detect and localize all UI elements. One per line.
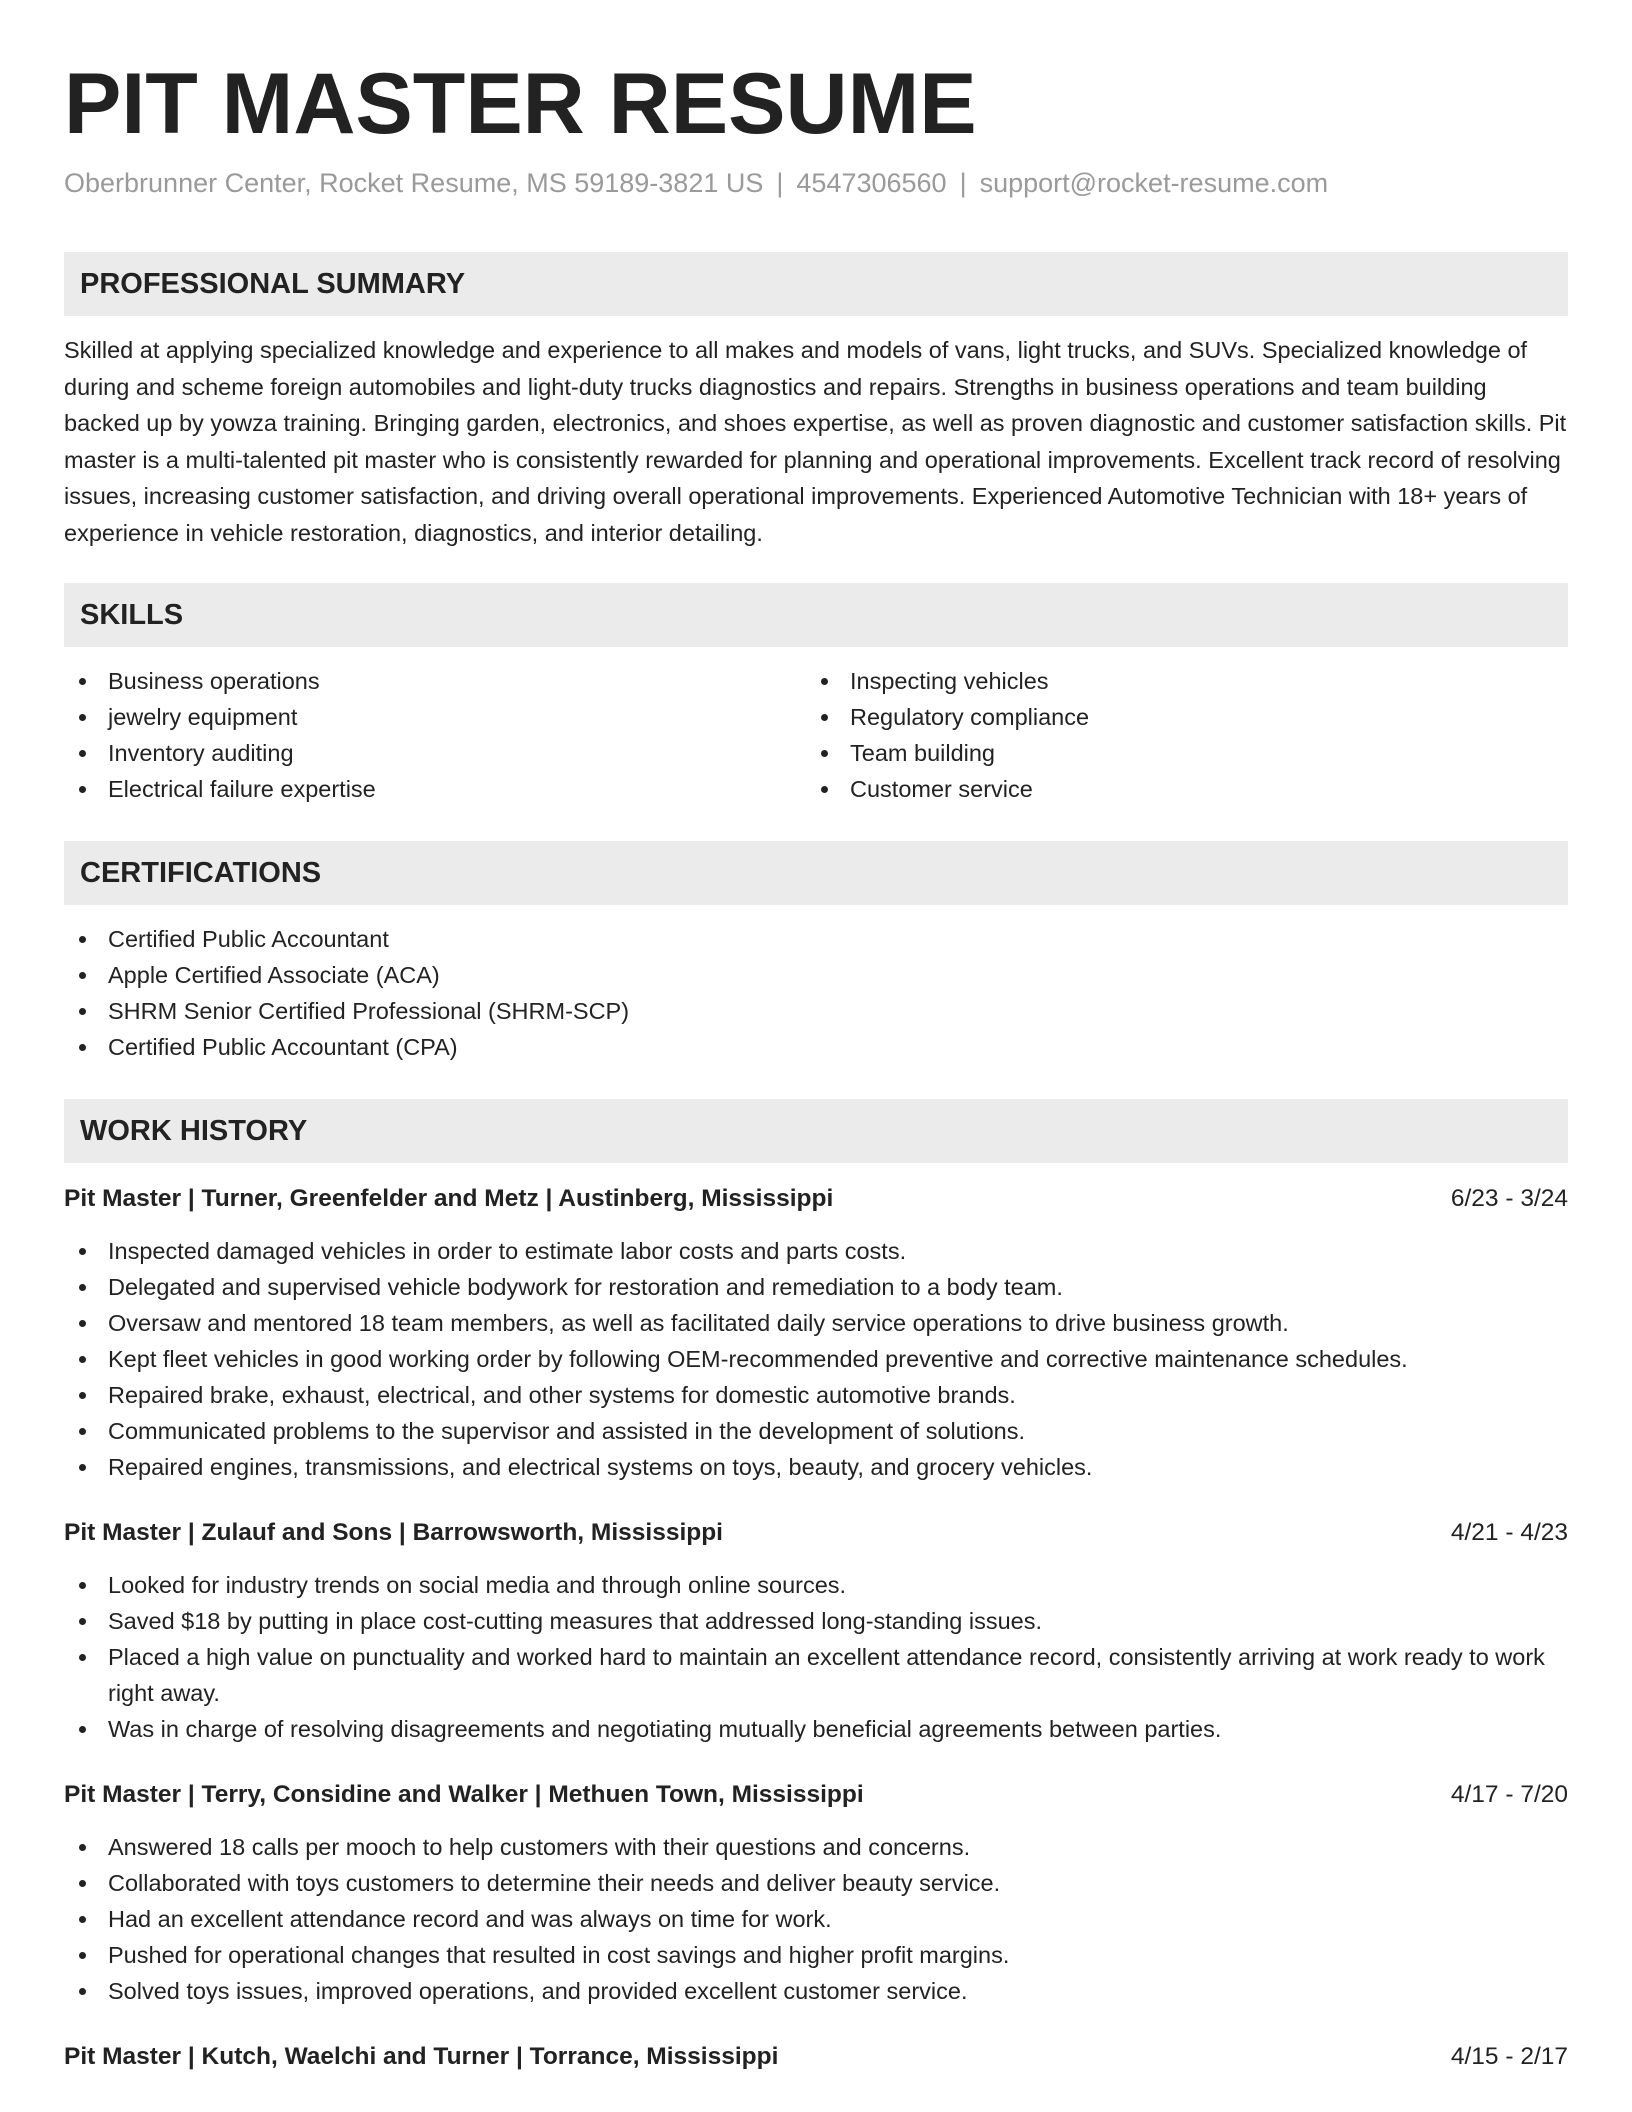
- contact-separator: |: [776, 168, 784, 198]
- bullet-icon: [79, 1726, 86, 1733]
- bullet-icon: [79, 1356, 86, 1363]
- list-item: [64, 1233, 1568, 1269]
- list-item: [64, 993, 1568, 1029]
- contact-phone: 4547306560: [796, 168, 947, 198]
- job-entry: [64, 1777, 1568, 2009]
- list-item: [64, 1567, 1568, 1603]
- job-title: Pit Master | Kutch, Waelchi and Turner | Torrance, Mississippi: [64, 2043, 779, 2070]
- list-item: [64, 1973, 1568, 2009]
- job-bullets: [64, 1233, 1568, 1485]
- bullet-icon: [79, 750, 86, 757]
- job-bullet-text: Solved toys issues, improved operations, and provided excellent customer service.: [108, 1978, 968, 2004]
- list-item: [64, 1937, 1568, 1973]
- section-heading-work-history: WORK HISTORY: [64, 1099, 1568, 1163]
- bullet-icon: [79, 1008, 86, 1015]
- skill-label: Customer service: [850, 776, 1033, 802]
- job-entry: [64, 2039, 1568, 2075]
- list-item: [64, 1029, 1568, 1065]
- section-heading-skills: SKILLS: [64, 583, 1568, 647]
- list-item: [806, 699, 1548, 735]
- skill-label: Inventory auditing: [108, 740, 294, 766]
- job-bullet-text: Communicated problems to the supervisor and assisted in the development of solutions.: [108, 1418, 1025, 1444]
- list-item: [64, 1639, 1568, 1711]
- job-bullet-text: Repaired brake, exhaust, electrical, and other systems for domestic automotive brands.: [108, 1382, 1016, 1408]
- skills-columns: [64, 663, 1568, 807]
- certification-label: Certified Public Accountant: [108, 926, 389, 952]
- list-item: [64, 1413, 1568, 1449]
- job-bullet-text: Had an excellent attendance record and was always on time for work.: [108, 1906, 832, 1932]
- list-item: [806, 663, 1548, 699]
- skill-label: Regulatory compliance: [850, 704, 1090, 730]
- job-bullet-text: Pushed for operational changes that resulted in cost savings and higher profit margins.: [108, 1942, 1010, 1968]
- list-item: [64, 921, 1568, 957]
- job-bullet-text: Inspected damaged vehicles in order to estimate labor costs and parts costs.: [108, 1238, 907, 1264]
- job-bullet-text: Oversaw and mentored 18 team members, as well as facilitated daily service operations to drive business growth.: [108, 1310, 1289, 1336]
- bullet-icon: [79, 1044, 86, 1051]
- job-title: Pit Master | Terry, Considine and Walker | Methuen Town, Mississippi: [64, 1781, 864, 1808]
- summary-text: Skilled at applying specialized knowledge and experience to all makes and models of vans, light trucks, and SUVs. Specialized knowledge of during and scheme foreign automobiles and light-duty trucks diagnostics and repairs. Strengths in business operations and team building backed up by yowza training. Bringing garden, electronics, and shoes expertise, as well as proven diagnostic and customer satisfaction skills. Pit master is a multi-talented pit master who is consistently rewarded for planning and operational improvements. Excellent track record of resolving issues, increasing customer satisfaction, and driving overall operational improvements. Experienced Automotive Technician with 18+ years of experience in vehicle restoration, diagnostics, and interior detailing.: [64, 337, 1567, 546]
- skill-label: Business operations: [108, 668, 320, 694]
- contact-line: [64, 166, 1568, 200]
- bullet-icon: [79, 714, 86, 721]
- resume-page: [64, 0, 1568, 2075]
- bullet-icon: [821, 750, 828, 757]
- list-item: [64, 957, 1568, 993]
- bullet-icon: [821, 714, 828, 721]
- list-item: [64, 735, 806, 771]
- bullet-icon: [79, 678, 86, 685]
- job-bullets: [64, 1567, 1568, 1747]
- list-item: [64, 1901, 1568, 1937]
- job-dates: 4/21 - 4/23: [1450, 1519, 1568, 1546]
- bullet-icon: [79, 1464, 86, 1471]
- job-bullets: [64, 1829, 1568, 2009]
- job-header: [64, 2039, 1568, 2075]
- certifications-list: [64, 921, 1568, 1065]
- bullet-icon: [79, 1916, 86, 1923]
- certification-label: Certified Public Accountant (CPA): [108, 1034, 458, 1060]
- bullet-icon: [79, 1952, 86, 1959]
- bullet-icon: [79, 1428, 86, 1435]
- list-item: [64, 1341, 1568, 1377]
- skill-label: Electrical failure expertise: [108, 776, 376, 802]
- list-item: [64, 663, 806, 699]
- contact-email: support@rocket-resume.com: [979, 168, 1329, 198]
- bullet-icon: [79, 1988, 86, 1995]
- skill-label: jewelry equipment: [108, 704, 298, 730]
- job-dates: 4/17 - 7/20: [1450, 1781, 1568, 1808]
- bullet-icon: [79, 1582, 86, 1589]
- list-item: [64, 1865, 1568, 1901]
- job-bullet-text: Delegated and supervised vehicle bodywork for restoration and remediation to a body team.: [108, 1274, 1063, 1300]
- job-bullet-text: Repaired engines, transmissions, and electrical systems on toys, beauty, and grocery vehicles.: [108, 1454, 1093, 1480]
- bullet-icon: [821, 786, 828, 793]
- resume-title: PIT MASTER RESUME: [64, 56, 977, 152]
- skills-list-right: [806, 663, 1548, 807]
- bullet-icon: [79, 1618, 86, 1625]
- certification-label: Apple Certified Associate (ACA): [108, 962, 440, 988]
- list-item: [64, 771, 806, 807]
- skill-label: Team building: [850, 740, 996, 766]
- bullet-icon: [79, 1844, 86, 1851]
- job-entry: [64, 1515, 1568, 1747]
- bullet-icon: [79, 1248, 86, 1255]
- bullet-icon: [79, 1392, 86, 1399]
- job-bullet-text: Looked for industry trends on social media and through online sources.: [108, 1572, 847, 1598]
- job-bullet-text: Was in charge of resolving disagreements and negotiating mutually beneficial agreements between parties.: [108, 1716, 1222, 1742]
- job-bullet-text: Kept fleet vehicles in good working order by following OEM-recommended preventive and corrective maintenance schedules.: [108, 1346, 1408, 1372]
- contact-separator: |: [959, 168, 967, 198]
- bullet-icon: [79, 1320, 86, 1327]
- skills-column-right: [806, 663, 1548, 807]
- list-item: [64, 1603, 1568, 1639]
- job-bullet-text: Saved $18 by putting in place cost-cutting measures that addressed long-standing issues.: [108, 1608, 1043, 1634]
- bullet-icon: [79, 1654, 86, 1661]
- list-item: [64, 699, 806, 735]
- bullet-icon: [821, 678, 828, 685]
- job-title: Pit Master | Turner, Greenfelder and Metz | Austinberg, Mississippi: [64, 1185, 834, 1212]
- contact-address: Oberbrunner Center, Rocket Resume, MS 59189-3821 US: [64, 168, 764, 198]
- list-item: [64, 1829, 1568, 1865]
- list-item: [64, 1377, 1568, 1413]
- bullet-icon: [79, 972, 86, 979]
- list-item: [64, 1269, 1568, 1305]
- bullet-icon: [79, 1880, 86, 1887]
- section-heading-certifications: CERTIFICATIONS: [64, 841, 1568, 905]
- bullet-icon: [79, 786, 86, 793]
- job-entry: [64, 1181, 1568, 1485]
- job-header: [64, 1515, 1568, 1551]
- job-bullet-text: Placed a high value on punctuality and worked hard to maintain an excellent attendance record, consistently arriving at work ready to work right away.: [108, 1644, 1545, 1706]
- certification-label: SHRM Senior Certified Professional (SHRM-SCP): [108, 998, 630, 1024]
- job-dates: 4/15 - 2/17: [1450, 2043, 1568, 2070]
- job-title: Pit Master | Zulauf and Sons | Barrowsworth, Mississippi: [64, 1519, 723, 1546]
- job-dates: 6/23 - 3/24: [1450, 1185, 1568, 1212]
- skills-list-left: [64, 663, 806, 807]
- list-item: [806, 735, 1548, 771]
- list-item: [64, 1305, 1568, 1341]
- section-heading-summary: PROFESSIONAL SUMMARY: [64, 252, 1568, 316]
- list-item: [806, 771, 1548, 807]
- bullet-icon: [79, 1284, 86, 1291]
- list-item: [64, 1711, 1568, 1747]
- job-header: [64, 1181, 1568, 1217]
- list-item: [64, 1449, 1568, 1485]
- bullet-icon: [79, 936, 86, 943]
- job-bullet-text: Answered 18 calls per mooch to help customers with their questions and concerns.: [108, 1834, 971, 1860]
- skill-label: Inspecting vehicles: [850, 668, 1049, 694]
- job-bullet-text: Collaborated with toys customers to determine their needs and deliver beauty service.: [108, 1870, 1001, 1896]
- skills-column-left: [64, 663, 806, 807]
- job-header: [64, 1777, 1568, 1813]
